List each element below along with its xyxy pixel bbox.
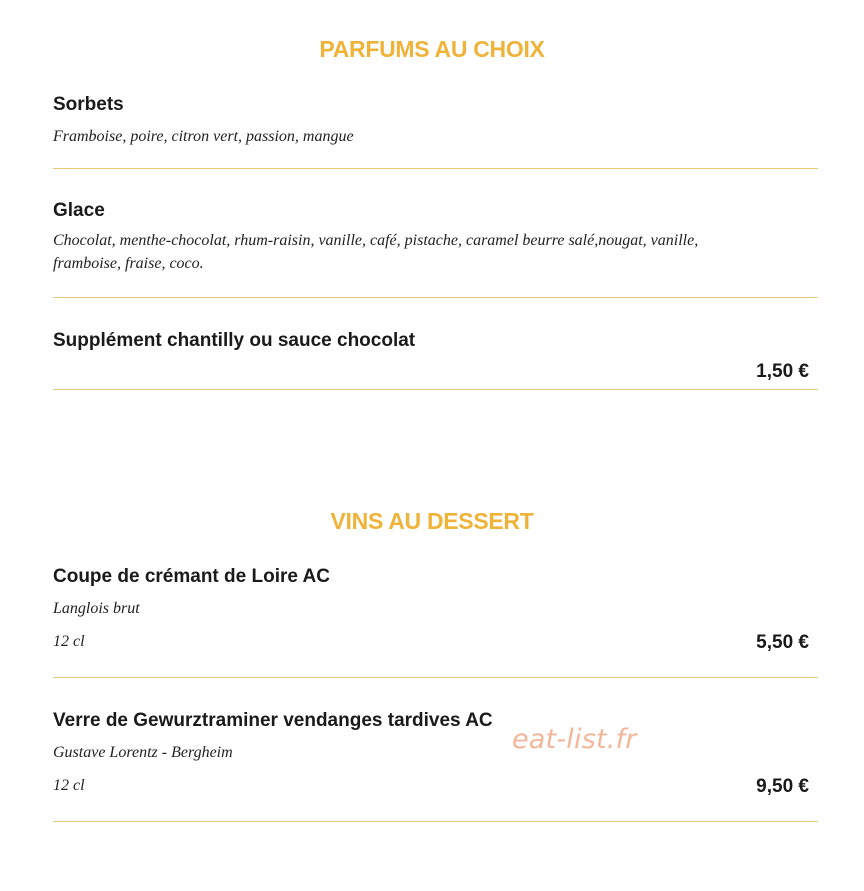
section-title-parfums: PARFUMS AU CHOIX — [319, 36, 545, 62]
item-description: Langlois brut — [53, 600, 140, 617]
divider — [53, 168, 818, 169]
menu-item-gewurztraminer — [53, 710, 818, 810]
menu-item-supplement — [53, 330, 818, 386]
item-price: 5,50 € — [756, 632, 809, 653]
item-description-line: Chocolat, menthe-chocolat, rhum-raisin, vanille, café, pistache, caramel beurre salé,nougat, vanille, — [53, 232, 699, 249]
menu-item-sorbets — [53, 94, 818, 148]
divider — [53, 677, 818, 678]
item-description: Gustave Lorentz - Bergheim — [53, 744, 233, 761]
menu-item-cremant — [53, 566, 818, 666]
divider — [53, 297, 818, 298]
item-name: Glace — [53, 200, 105, 221]
item-size: 12 cl — [53, 777, 85, 794]
divider — [53, 821, 818, 822]
item-name: Coupe de crémant de Loire AC — [53, 566, 330, 587]
watermark: eat-list.fr — [512, 724, 637, 755]
item-size: 12 cl — [53, 633, 85, 650]
item-price: 9,50 € — [756, 776, 809, 797]
item-name: Sorbets — [53, 94, 124, 115]
item-description: Framboise, poire, citron vert, passion, mangue — [53, 128, 354, 145]
item-name: Supplément chantilly ou sauce chocolat — [53, 330, 416, 351]
item-name: Verre de Gewurztraminer vendanges tardives AC — [53, 710, 493, 731]
item-description-line: framboise, fraise, coco. — [53, 255, 204, 272]
section-title-vins: VINS AU DESSERT — [330, 508, 534, 534]
divider — [53, 389, 818, 390]
menu-item-glace — [53, 200, 818, 275]
item-price: 1,50 € — [756, 361, 809, 382]
